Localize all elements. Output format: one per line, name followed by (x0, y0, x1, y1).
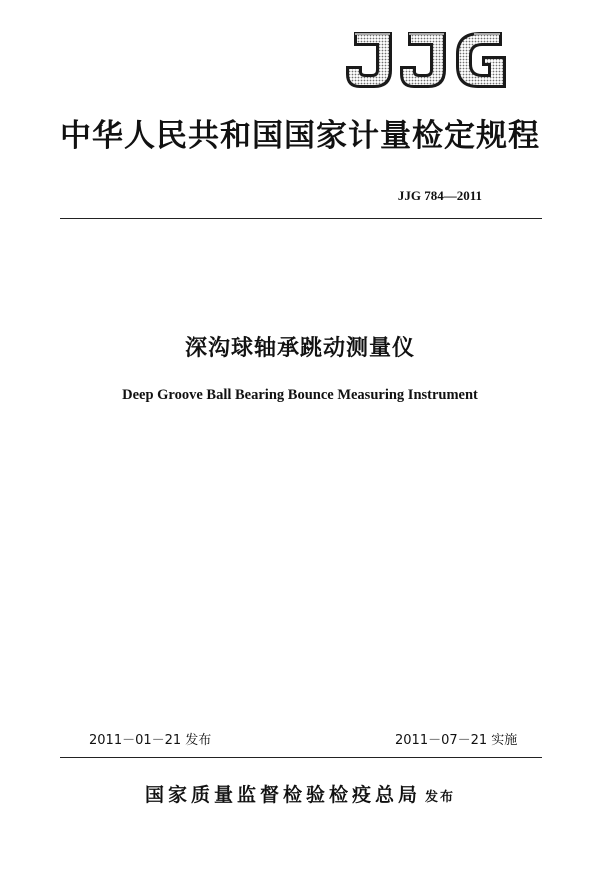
logo-letter-g (456, 32, 506, 88)
footer-divider (60, 757, 542, 758)
document-title-en: Deep Groove Ball Bearing Bounce Measuring Instrument (122, 387, 478, 403)
standard-code: JJG 784—2011 (397, 188, 482, 203)
effective-date: 2011－07－21 实施 (395, 733, 518, 748)
issuer-suffix: 发布 (425, 790, 456, 805)
header-divider (60, 218, 542, 219)
issue-date: 2011－01－21 发布 (89, 733, 212, 748)
issuer-name: 国家质量监督检验检疫总局 (144, 784, 421, 806)
issuer-line (0, 781, 600, 812)
logo-letter-j-1 (346, 32, 392, 88)
svg-text:JJG: JJG (342, 28, 344, 29)
document-title-cn: 深沟球轴承跳动测量仪 (184, 336, 415, 361)
regulation-category-title: 中华人民共和国国家计量检定规程 (60, 118, 540, 154)
jjg-logo (342, 28, 510, 92)
logo-letter-j-2 (400, 32, 446, 88)
